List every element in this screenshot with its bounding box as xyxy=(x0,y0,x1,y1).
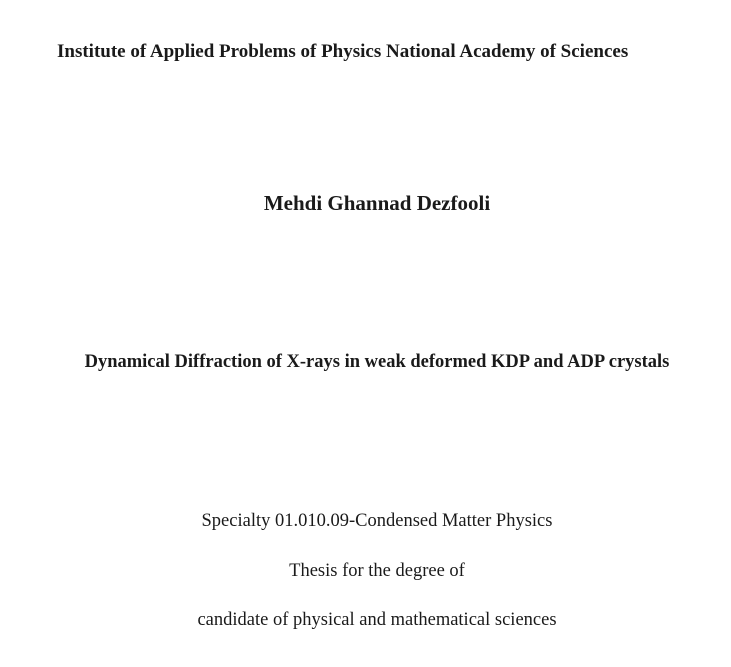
degree-name-line: candidate of physical and mathematical sciences xyxy=(197,610,557,630)
thesis-title: Dynamical Diffraction of X-rays in weak deformed KDP and ADP crystals xyxy=(84,352,670,372)
thesis-degree-line: Thesis for the degree of xyxy=(289,561,465,581)
specialty-line: Specialty 01.010.09-Condensed Matter Physics xyxy=(201,511,553,531)
author-name: Mehdi Ghannad Dezfooli xyxy=(263,191,491,215)
institute-name: Institute of Applied Problems of Physics National Academy of Sciences xyxy=(57,41,629,62)
